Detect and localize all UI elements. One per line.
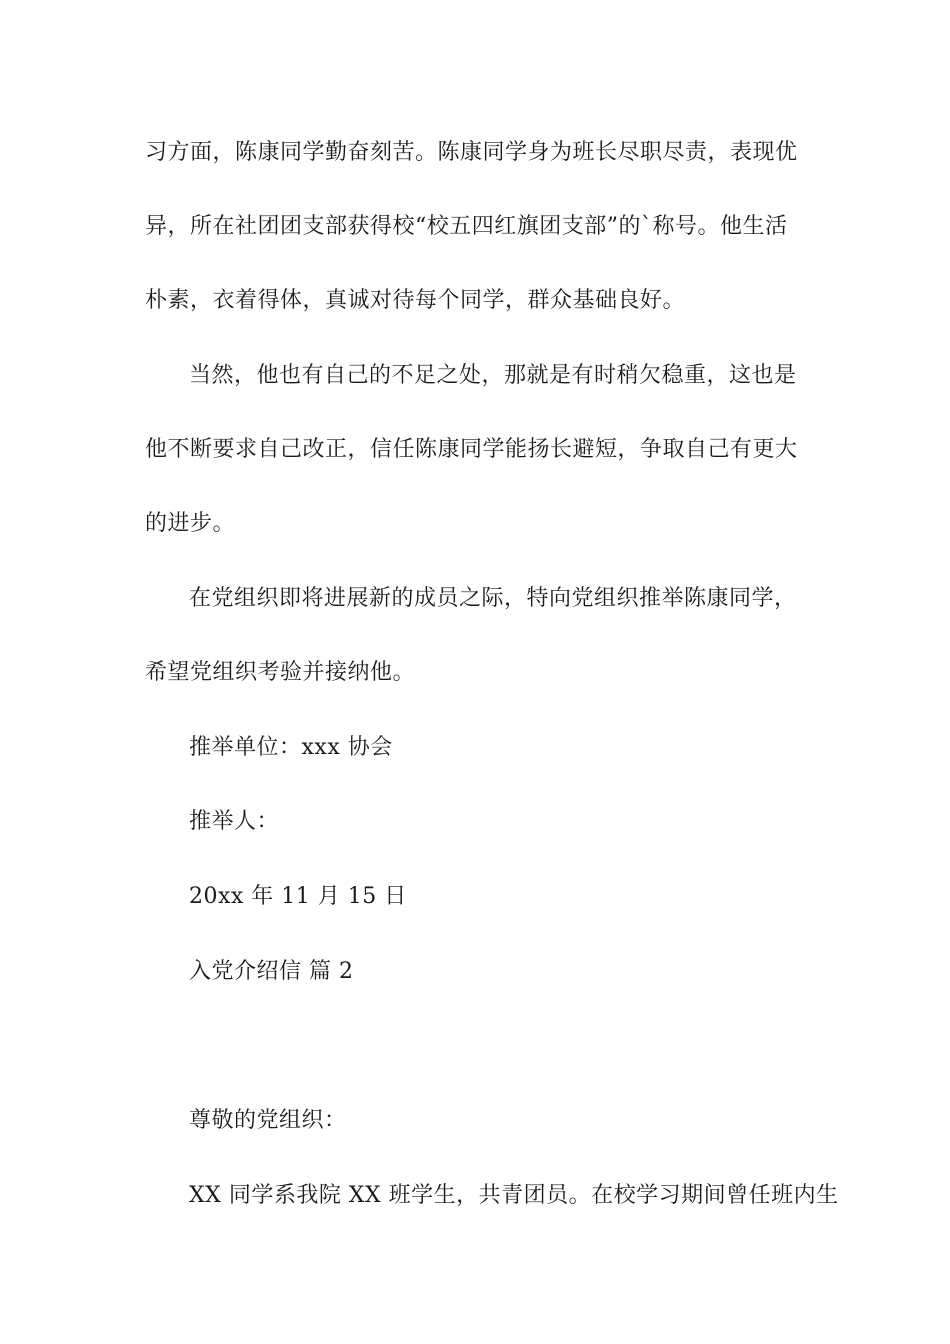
salutation: 尊敬的党组织： <box>189 1108 347 1133</box>
paragraph-line: 异，所在社团团支部获得校“校五四红旗团支部”的`称号。他生活 <box>145 214 788 239</box>
recommender: 推举人： <box>189 809 280 834</box>
paragraph-line: 他不断要求自己改正，信任陈康同学能扬长避短，争取自己有更大 <box>145 437 798 462</box>
section-title: 入党介绍信 篇 2 <box>189 959 354 984</box>
paragraph-line: 朴素，衣着得体，真诚对待每个同学，群众基础良好。 <box>145 288 686 313</box>
document-date: 20xx 年 11 月 15 日 <box>189 884 407 909</box>
paragraph-line: 习方面，陈康同学勤奋刻苦。陈康同学身为班长尽职尽责，表现优 <box>145 140 798 165</box>
recommending-unit: 推举单位：xxx 协会 <box>189 735 393 760</box>
paragraph-line: 在党组织即将进展新的成员之际，特向党组织推举陈康同学， <box>189 586 797 611</box>
paragraph-line: 当然，他也有自己的不足之处，那就是有时稍欠稳重，这也是 <box>189 363 797 388</box>
paragraph-line: 的进步。 <box>145 511 236 536</box>
paragraph-line: 希望党组织考验并接纳他。 <box>145 660 416 685</box>
paragraph-line: XX 同学系我院 XX 班学生，共青团员。在校学习期间曾任班内生 <box>189 1183 839 1208</box>
